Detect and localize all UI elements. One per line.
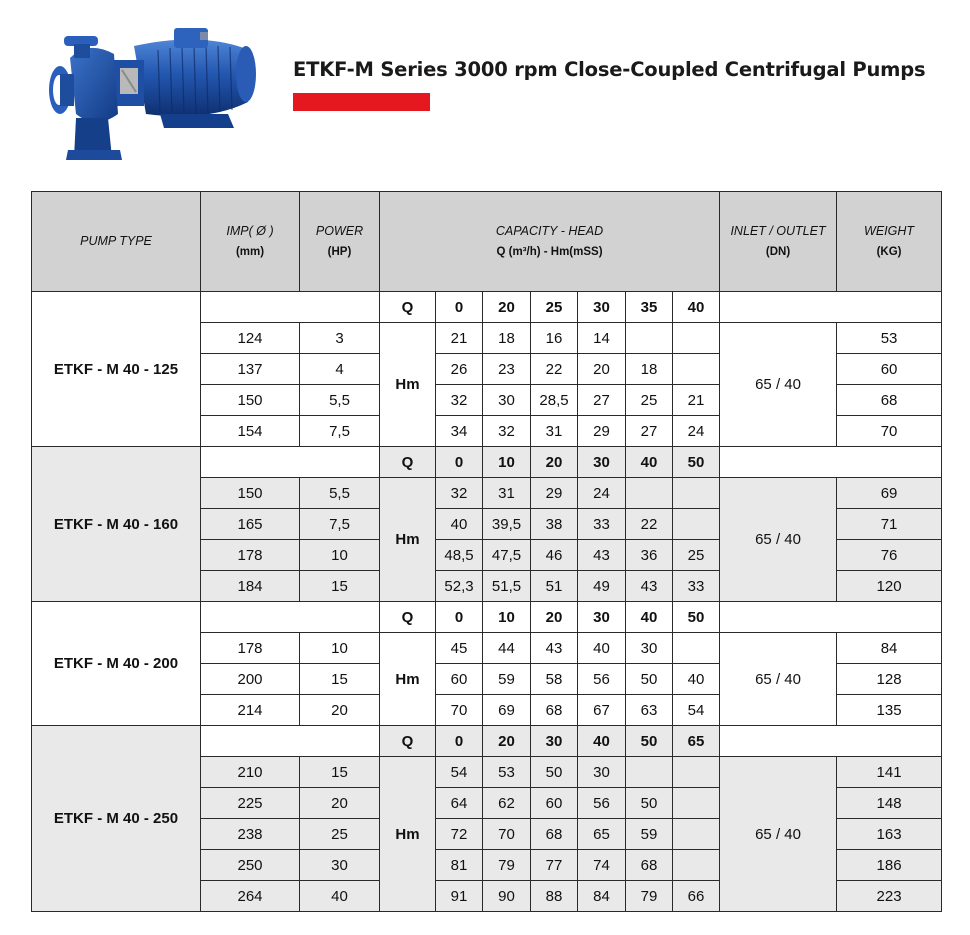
imp-cell: 200 [201, 664, 300, 695]
head-value [673, 788, 720, 819]
weight-cell: 148 [837, 788, 942, 819]
pump-group [32, 602, 942, 726]
imp-cell: 178 [201, 540, 300, 571]
head-value: 18 [483, 323, 531, 354]
q-value: 10 [483, 447, 531, 478]
head-value: 60 [436, 664, 483, 695]
head-value: 68 [531, 695, 578, 726]
head-value: 29 [578, 416, 626, 447]
head-value: 51,5 [483, 571, 531, 602]
head-value: 29 [531, 478, 578, 509]
head-value: 70 [436, 695, 483, 726]
head-value: 68 [626, 850, 673, 881]
imp-cell: 150 [201, 478, 300, 509]
head-value: 58 [531, 664, 578, 695]
power-cell: 7,5 [300, 509, 380, 540]
inlet-outlet-cell: 65 / 40 [720, 757, 837, 912]
head-value: 14 [578, 323, 626, 354]
pump-spec-table [31, 191, 942, 912]
weight-cell: 135 [837, 695, 942, 726]
power-cell: 10 [300, 633, 380, 664]
head-value [673, 819, 720, 850]
weight-cell: 76 [837, 540, 942, 571]
head-value: 54 [436, 757, 483, 788]
imp-cell: 250 [201, 850, 300, 881]
blank-cell [201, 602, 380, 633]
hm-label: Hm [380, 478, 436, 602]
blank-cell [720, 292, 942, 323]
head-value: 50 [531, 757, 578, 788]
weight-cell: 68 [837, 385, 942, 416]
imp-cell: 150 [201, 385, 300, 416]
power-cell: 5,5 [300, 478, 380, 509]
head-value: 27 [578, 385, 626, 416]
blank-cell [201, 447, 380, 478]
weight-cell: 84 [837, 633, 942, 664]
weight-cell: 128 [837, 664, 942, 695]
head-value: 59 [483, 664, 531, 695]
pump-type-cell: ETKF - M 40 - 125 [32, 292, 201, 447]
q-value: 35 [626, 292, 673, 323]
page-title: ETKF-M Series 3000 rpm Close-Coupled Centrifugal Pumps [293, 58, 926, 81]
q-value: 0 [436, 292, 483, 323]
capacity-q-row [32, 726, 942, 757]
header-capacity-head: CAPACITY - HEAD Q (m³/h) - Hm(mSS) [380, 192, 720, 292]
weight-cell: 60 [837, 354, 942, 385]
blank-cell [201, 726, 380, 757]
power-cell: 3 [300, 323, 380, 354]
q-value: 30 [578, 602, 626, 633]
head-value: 49 [578, 571, 626, 602]
weight-cell: 70 [837, 416, 942, 447]
blank-cell [201, 292, 380, 323]
head-value: 68 [531, 819, 578, 850]
weight-cell: 69 [837, 478, 942, 509]
head-value: 84 [578, 881, 626, 912]
head-value: 44 [483, 633, 531, 664]
head-value: 72 [436, 819, 483, 850]
head-value: 39,5 [483, 509, 531, 540]
head-value: 32 [483, 416, 531, 447]
q-value: 10 [483, 602, 531, 633]
head-value [673, 354, 720, 385]
head-value: 25 [673, 540, 720, 571]
head-value: 33 [578, 509, 626, 540]
head-value: 56 [578, 788, 626, 819]
head-value: 60 [531, 788, 578, 819]
head-value: 28,5 [531, 385, 578, 416]
head-value: 16 [531, 323, 578, 354]
weight-cell: 163 [837, 819, 942, 850]
q-value: 0 [436, 602, 483, 633]
weight-cell: 53 [837, 323, 942, 354]
head-value: 40 [673, 664, 720, 695]
head-value: 54 [673, 695, 720, 726]
head-value: 22 [626, 509, 673, 540]
head-value: 48,5 [436, 540, 483, 571]
head-value: 43 [531, 633, 578, 664]
head-value: 50 [626, 788, 673, 819]
head-value: 77 [531, 850, 578, 881]
q-value: 30 [578, 447, 626, 478]
weight-cell: 120 [837, 571, 942, 602]
head-value: 90 [483, 881, 531, 912]
head-value: 30 [578, 757, 626, 788]
imp-cell: 165 [201, 509, 300, 540]
weight-cell: 186 [837, 850, 942, 881]
imp-cell: 225 [201, 788, 300, 819]
header-weight: WEIGHT (KG) [837, 192, 942, 292]
head-value: 24 [578, 478, 626, 509]
head-value: 50 [626, 664, 673, 695]
header-imp: IMP( Ø ) (mm) [201, 192, 300, 292]
head-value [626, 323, 673, 354]
head-value: 88 [531, 881, 578, 912]
head-value: 40 [578, 633, 626, 664]
q-value: 20 [483, 726, 531, 757]
q-value: 25 [531, 292, 578, 323]
hm-label: Hm [380, 323, 436, 447]
q-value: 20 [531, 447, 578, 478]
power-cell: 25 [300, 819, 380, 850]
power-cell: 30 [300, 850, 380, 881]
head-value [673, 633, 720, 664]
weight-cell: 223 [837, 881, 942, 912]
capacity-q-row [32, 292, 942, 323]
head-value: 43 [626, 571, 673, 602]
head-value [673, 509, 720, 540]
q-value: 50 [673, 447, 720, 478]
head-value: 74 [578, 850, 626, 881]
pump-group [32, 447, 942, 602]
q-label: Q [380, 292, 436, 323]
q-value: 40 [626, 447, 673, 478]
q-value: 40 [626, 602, 673, 633]
imp-cell: 264 [201, 881, 300, 912]
imp-cell: 238 [201, 819, 300, 850]
hm-label: Hm [380, 633, 436, 726]
head-value: 62 [483, 788, 531, 819]
q-value: 20 [531, 602, 578, 633]
head-value: 63 [626, 695, 673, 726]
head-value [673, 323, 720, 354]
head-value: 53 [483, 757, 531, 788]
head-value: 51 [531, 571, 578, 602]
power-cell: 15 [300, 664, 380, 695]
head-value: 38 [531, 509, 578, 540]
q-value: 40 [673, 292, 720, 323]
q-value: 30 [578, 292, 626, 323]
hm-label: Hm [380, 757, 436, 912]
head-value: 81 [436, 850, 483, 881]
weight-cell: 71 [837, 509, 942, 540]
head-value: 32 [436, 478, 483, 509]
head-value: 52,3 [436, 571, 483, 602]
q-value: 0 [436, 447, 483, 478]
head-value: 70 [483, 819, 531, 850]
head-value [626, 757, 673, 788]
head-value [673, 850, 720, 881]
power-cell: 20 [300, 788, 380, 819]
head-value: 47,5 [483, 540, 531, 571]
q-value: 0 [436, 726, 483, 757]
head-value [626, 478, 673, 509]
imp-cell: 137 [201, 354, 300, 385]
head-value: 22 [531, 354, 578, 385]
imp-cell: 124 [201, 323, 300, 354]
head-value: 26 [436, 354, 483, 385]
q-label: Q [380, 602, 436, 633]
inlet-outlet-cell: 65 / 40 [720, 323, 837, 447]
pump-group [32, 292, 942, 447]
head-value: 69 [483, 695, 531, 726]
header-pump-type: PUMP TYPE [32, 192, 201, 292]
head-value [673, 757, 720, 788]
header-inlet-outlet: INLET / OUTLET (DN) [720, 192, 837, 292]
head-value: 30 [626, 633, 673, 664]
capacity-q-row [32, 602, 942, 633]
power-cell: 20 [300, 695, 380, 726]
head-value: 56 [578, 664, 626, 695]
head-value: 31 [531, 416, 578, 447]
pump-product-image [48, 18, 258, 168]
power-cell: 40 [300, 881, 380, 912]
capacity-q-row [32, 447, 942, 478]
q-value: 40 [578, 726, 626, 757]
power-cell: 10 [300, 540, 380, 571]
head-value: 30 [483, 385, 531, 416]
head-value: 21 [673, 385, 720, 416]
head-value: 91 [436, 881, 483, 912]
head-value: 20 [578, 354, 626, 385]
q-value: 65 [673, 726, 720, 757]
power-cell: 7,5 [300, 416, 380, 447]
head-value: 59 [626, 819, 673, 850]
inlet-outlet-cell: 65 / 40 [720, 478, 837, 602]
head-value: 43 [578, 540, 626, 571]
pump-group [32, 726, 942, 912]
head-value: 36 [626, 540, 673, 571]
head-value: 18 [626, 354, 673, 385]
head-value: 27 [626, 416, 673, 447]
head-value: 79 [483, 850, 531, 881]
inlet-outlet-cell: 65 / 40 [720, 633, 837, 726]
imp-cell: 184 [201, 571, 300, 602]
blank-cell [720, 447, 942, 478]
head-value: 23 [483, 354, 531, 385]
head-value: 64 [436, 788, 483, 819]
head-value: 46 [531, 540, 578, 571]
head-value: 31 [483, 478, 531, 509]
head-value: 40 [436, 509, 483, 540]
imp-cell: 210 [201, 757, 300, 788]
title-accent-bar [293, 93, 430, 111]
q-value: 20 [483, 292, 531, 323]
imp-cell: 178 [201, 633, 300, 664]
head-value: 21 [436, 323, 483, 354]
head-value: 33 [673, 571, 720, 602]
head-value: 65 [578, 819, 626, 850]
power-cell: 4 [300, 354, 380, 385]
power-cell: 15 [300, 571, 380, 602]
head-value: 24 [673, 416, 720, 447]
q-value: 30 [531, 726, 578, 757]
imp-cell: 154 [201, 416, 300, 447]
q-label: Q [380, 726, 436, 757]
q-value: 50 [673, 602, 720, 633]
blank-cell [720, 602, 942, 633]
q-label: Q [380, 447, 436, 478]
pump-type-cell: ETKF - M 40 - 160 [32, 447, 201, 602]
power-cell: 5,5 [300, 385, 380, 416]
head-value: 25 [626, 385, 673, 416]
table-header-row [32, 192, 942, 292]
head-value: 67 [578, 695, 626, 726]
pump-type-cell: ETKF - M 40 - 200 [32, 602, 201, 726]
weight-cell: 141 [837, 757, 942, 788]
blank-cell [720, 726, 942, 757]
power-cell: 15 [300, 757, 380, 788]
head-value: 66 [673, 881, 720, 912]
head-value: 34 [436, 416, 483, 447]
q-value: 50 [626, 726, 673, 757]
header-power: POWER (HP) [300, 192, 380, 292]
imp-cell: 214 [201, 695, 300, 726]
pump-type-cell: ETKF - M 40 - 250 [32, 726, 201, 912]
head-value: 32 [436, 385, 483, 416]
head-value: 79 [626, 881, 673, 912]
head-value: 45 [436, 633, 483, 664]
head-value [673, 478, 720, 509]
